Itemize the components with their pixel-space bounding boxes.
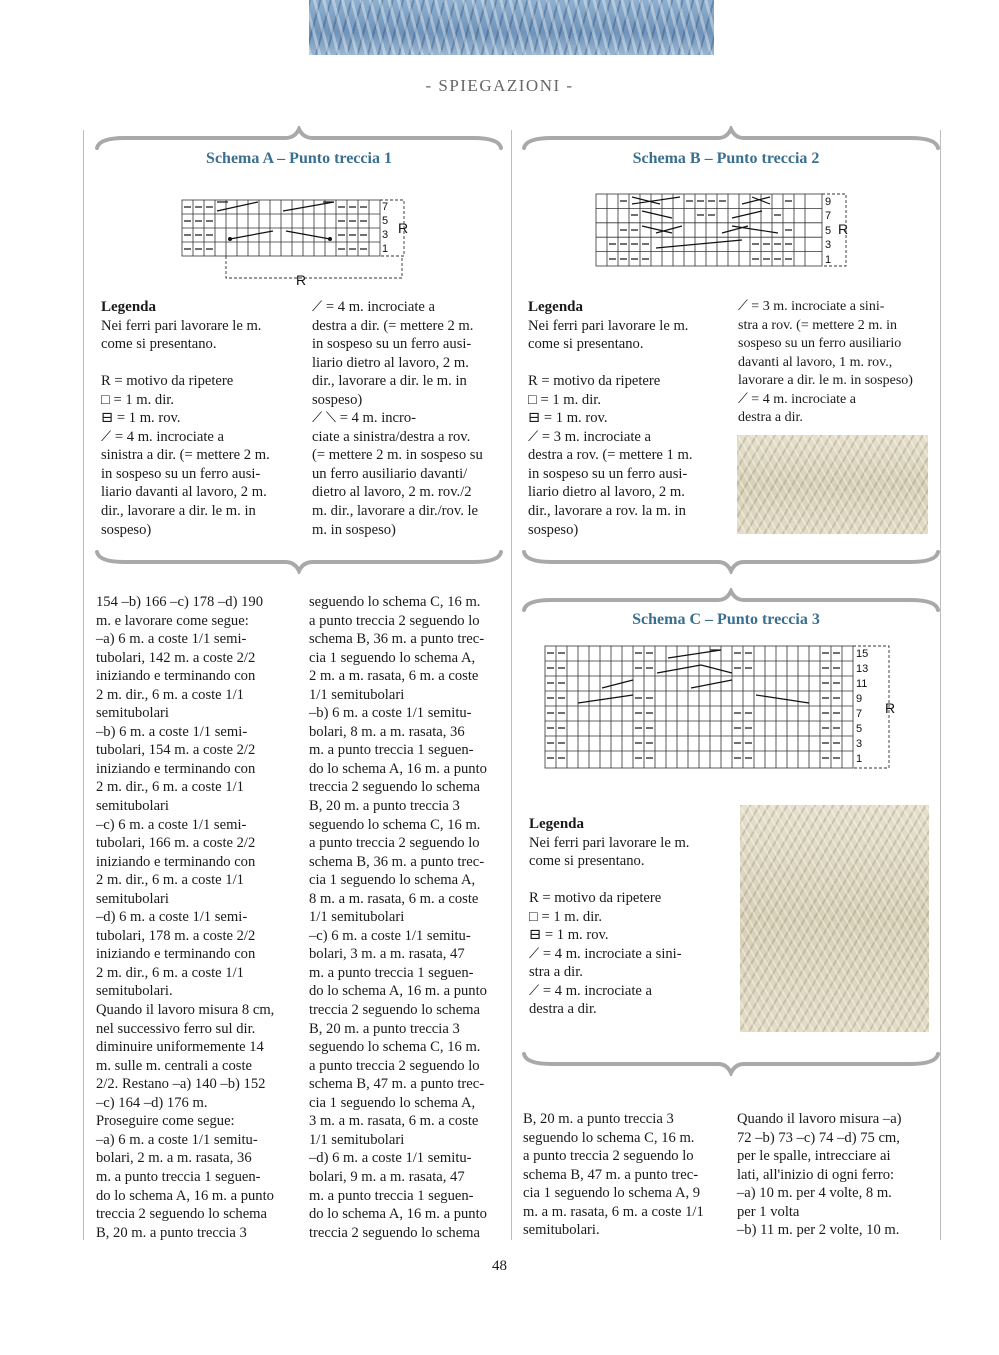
schema-c-row-1: 1 xyxy=(856,753,863,765)
schema-a-row-1: 1 xyxy=(382,243,389,255)
right-margin-rule xyxy=(940,130,941,1240)
schema-c-row-13: 13 xyxy=(856,663,869,675)
schema-c-row-15: 15 xyxy=(856,648,869,660)
schema-c-bottom-brace xyxy=(522,1050,940,1076)
schema-a-bottom-brace xyxy=(95,548,503,574)
schema-a-legend-left: Legenda Nei ferri pari lavorare le m. come si presentano. R = motivo da ripetere □ = 1 m. dir. ⊟ = 1 m. rov. ⟋ = 4 m. incrociate a sinistra a dir. (= mettere 2 m. in sospeso su un ferro ausi- liario davanti al lavoro, 2 m. dir., lavorare a dir. le m. in sospeso) xyxy=(101,298,287,539)
left-margin-rule xyxy=(83,130,84,1240)
schema-b-legend-left: Legenda Nei ferri pari lavorare le m. come si presentano. R = motivo da ripetere □ = 1 m. dir. ⊟ = 1 m. rov. ⟋ = 3 m. incrociate a destra a rov. (= mettere 1 m. in sospeso su un ferro ausi- liario dietro al lavoro, 2 m. dir., lavorare a rov. la m. in sospeso) xyxy=(528,298,711,539)
schema-b-top-brace xyxy=(522,126,940,152)
schema-b-title: Schema B – Punto treccia 2 xyxy=(632,150,820,167)
schema-c-row-7: 7 xyxy=(856,708,863,720)
schema-c-row-3: 3 xyxy=(856,738,863,750)
schema-c-legend: Legenda Nei ferri pari lavorare le m. come si presentano. R = motivo da ripetere □ = 1 m. dir. ⊟ = 1 m. rov. ⟋ = 4 m. incrociate a sini- stra a dir. ⟋ = 4 m. incrociate a destra a dir. xyxy=(529,815,719,1019)
schema-b-legend-title: Legenda xyxy=(528,299,584,315)
schema-c-chart xyxy=(541,642,911,772)
schema-b-row-5: 5 xyxy=(825,225,832,237)
schema-b-row-3: 3 xyxy=(825,239,832,251)
schema-b-row-1: 1 xyxy=(825,254,832,266)
schema-c-title: Schema C – Punto treccia 3 xyxy=(632,611,820,628)
schema-c-repeat-label: R xyxy=(885,700,896,716)
section-title: - SPIEGAZIONI - xyxy=(425,76,574,95)
center-rule xyxy=(511,130,512,1240)
schema-a-row-5: 5 xyxy=(382,215,389,227)
text-column-4: Quando il lavoro misura –a) 72 –b) 73 –c) 74 –d) 75 cm, per le spalle, intrecciare ai lati, all'inizio di ogni ferro: –a) 10 m. per 4 volte, 8 m. per 1 volta –b) 11 m. per 2 volte, 10 m. xyxy=(737,1111,902,1239)
schema-b-chart xyxy=(592,190,862,270)
schema-b-row-9: 9 xyxy=(825,196,832,208)
schema-b-bottom-brace xyxy=(522,548,940,574)
page-number: 48 xyxy=(492,1258,507,1274)
schema-a-legend-title: Legenda xyxy=(101,299,157,315)
schema-a-row-3: 3 xyxy=(382,229,389,241)
schema-a-chart xyxy=(178,196,418,288)
schema-c-legend-title: Legenda xyxy=(529,816,585,832)
text-column-3: B, 20 m. a punto treccia 3 seguendo lo schema C, 16 m. a punto treccia 2 seguendo lo schema B, 47 m. a punto trec- cia 1 seguendo lo schema A, 9 m. a m. rasata, 6 m. a coste 1/1 semitubolari. xyxy=(523,1111,704,1239)
schema-a-top-brace xyxy=(95,126,503,152)
schema-a-repeat-label-h: R xyxy=(296,272,307,288)
schema-b-row-7: 7 xyxy=(825,210,832,222)
schema-a-legend-right: ⟋ = 4 m. incrociate a destra a dir. (= mettere 2 m. in sospeso su un ferro ausi- liario dietro al lavoro, 2 m. dir., lavorare a dir. le m. in sospeso) ⟋ ⟍ = 4 m. incro- ciate a sinistra/destra a rov. (= mettere 2 m. in sospeso su un ferro ausiliario davanti/ dietro al lavoro, 2 m. rov./2 m. dir., lavorare a dir./rov. le m. in sospeso) xyxy=(312,299,483,538)
knit-texture-banner xyxy=(309,0,714,55)
schema-c-row-9: 9 xyxy=(856,693,863,705)
schema-c-row-5: 5 xyxy=(856,723,863,735)
schema-c-row-11: 11 xyxy=(856,678,868,690)
schema-a-title: Schema A – Punto treccia 1 xyxy=(206,150,392,167)
schema-b-repeat-label: R xyxy=(838,221,849,237)
schema-a-row-7: 7 xyxy=(382,201,389,213)
cable-knit-photo-b xyxy=(737,435,928,534)
text-column-2: seguendo lo schema C, 16 m. a punto treccia 2 seguendo lo schema B, 36 m. a punto trec- cia 1 seguendo lo schema A, 2 m. a m. rasata, 6 m. a coste 1/1 semitubolari –b) 6 m. a coste 1/1 semitu- bolari, 8 m. a m. rasata, 36 m. a punto treccia 1 seguen- do lo schema A, 16 m. a punto treccia 2 seguendo lo schema B, 20 m. a punto treccia 3 seguendo lo schema C, 16 m. a punto treccia 2 seguendo lo schema B, 36 m. a punto trec- cia 1 seguendo lo schema A, 8 m. a m. rasata, 6 m. a coste 1/1 semitubolari –c) 6 m. a coste 1/1 semitu- bolari, 3 m. a m. rasata, 47 m. a punto treccia 1 seguen- do lo schema A, 16 m. a punto treccia 2 seguendo lo schema B, 20 m. a punto treccia 3 seguendo lo schema C, 16 m. a punto treccia 2 seguendo lo schema B, 47 m. a punto trec- cia 1 seguendo lo schema A, 3 m. a m. rasata, 6 m. a coste 1/1 semitubolari –d) 6 m. a coste 1/1 semitu- bolari, 9 m. a m. rasata, 47 m. a punto treccia 1 seguen- do lo schema A, 16 m. a punto treccia 2 seguendo lo schema xyxy=(309,594,487,1241)
cable-knit-photo-c xyxy=(740,805,929,1032)
text-column-1: 154 –b) 166 –c) 178 –d) 190 m. e lavorare come segue: –a) 6 m. a coste 1/1 semi- tubolari, 142 m. a coste 2/2 iniziando e terminando con 2 m. dir., 6 m. a coste 1/1 semitubolari –b) 6 m. a coste 1/1 semi- tubolari, 154 m. a coste 2/2 iniziando e terminando con 2 m. dir., 6 m. a coste 1/1 semitubolari –c) 6 m. a coste 1/1 semi- tubolari, 166 m. a coste 2/2 iniziando e terminando con 2 m. dir., 6 m. a coste 1/1 semitubolari –d) 6 m. a coste 1/1 semi- tubolari, 178 m. a coste 2/2 iniziando e terminando con 2 m. dir., 6 m. a coste 1/1 semitubolari. Quando il lavoro misura 8 cm, nel successivo ferro sul dir. diminuire uniformemente 14 m. sulle m. centrali a coste 2/2. Restano –a) 140 –b) 152 –c) 164 –d) 176 m. Proseguire come segue: –a) 6 m. a coste 1/1 semitu- bolari, 2 m. a m. rasata, 36 m. a punto treccia 1 seguen- do lo schema A, 16 m. a punto treccia 2 seguendo lo schema B, 20 m. a punto treccia 3 xyxy=(96,594,275,1241)
schema-b-legend-right: ⟋ = 3 m. incrociate a sini- stra a rov. (= mettere 2 m. in sospeso su un ferro ausiliario davanti al lavoro, 1 m. rov., lavorare a dir. le m. in sospeso) ⟋ = 4 m. incrociate a destra a dir. xyxy=(738,299,913,426)
schema-a-repeat-label-v: R xyxy=(398,220,409,236)
